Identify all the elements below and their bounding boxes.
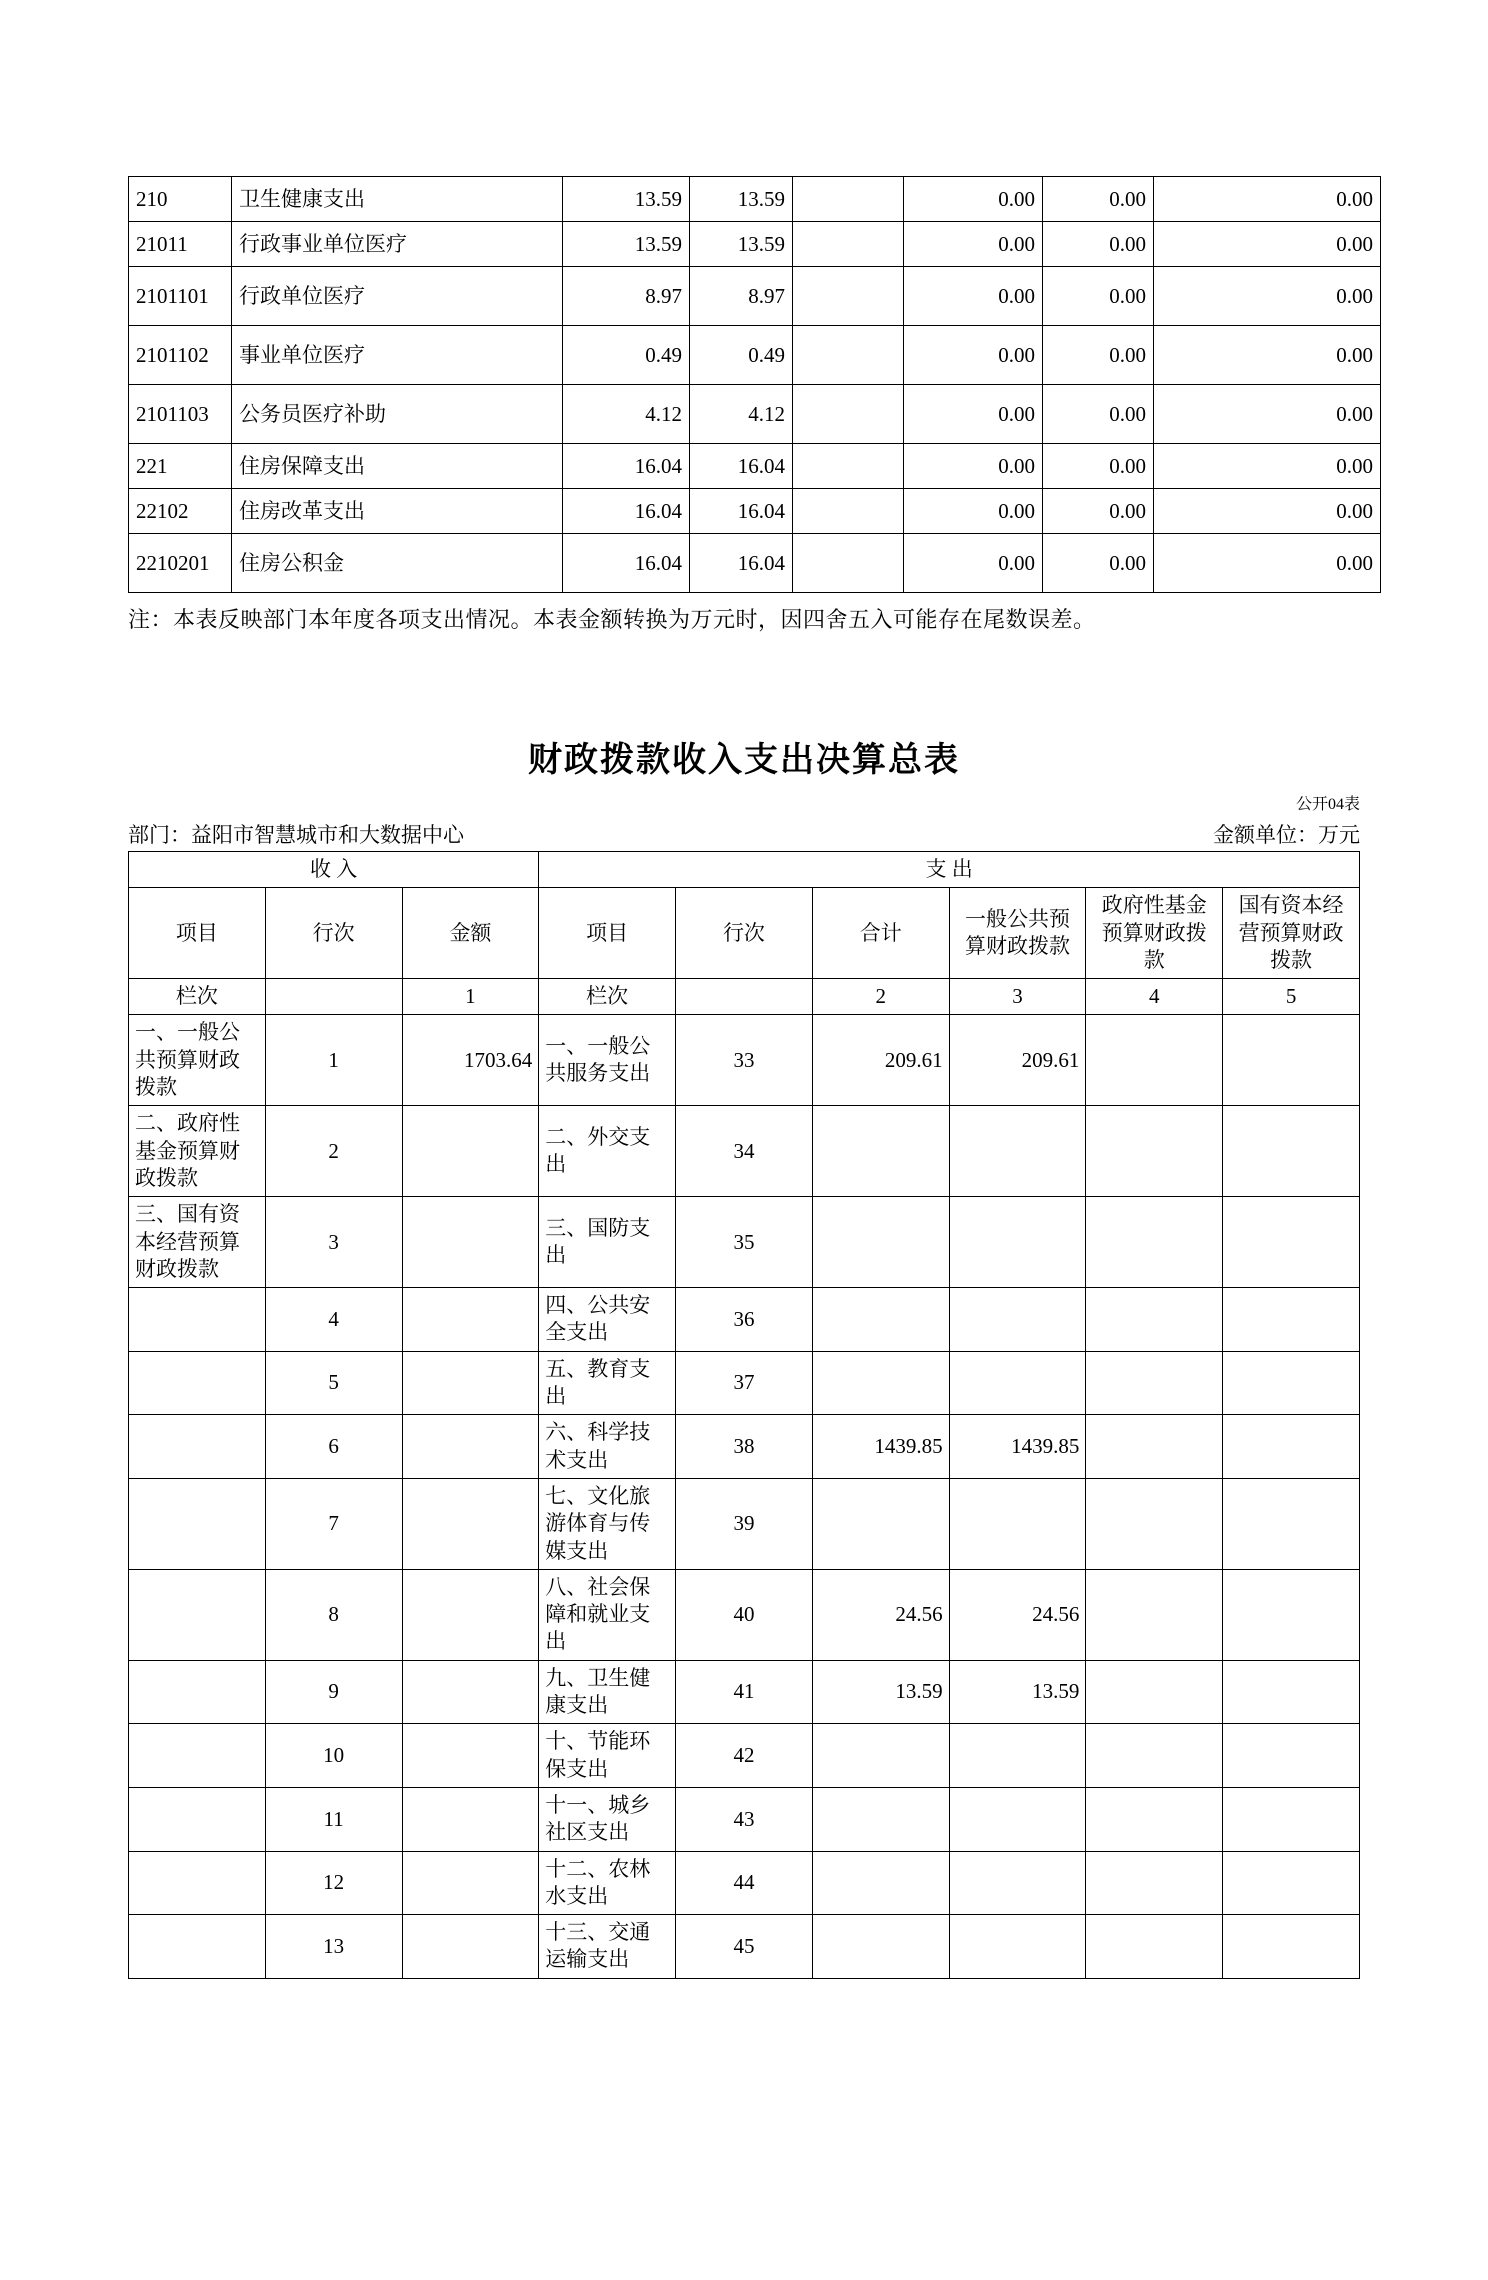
cell-income-line: 7 [265,1478,402,1569]
cell-c5 [1223,1351,1360,1415]
cell-v5: 0.00 [1043,489,1154,534]
col-empty [265,979,402,1015]
cell-v2: 13.59 [690,177,793,222]
table-row [129,1724,1360,1788]
header-expense-total: 合计 [812,888,949,979]
cell-c3 [949,1851,1086,1915]
cell-c4 [1086,1288,1223,1352]
cell-expense-total [812,1351,949,1415]
table-row [129,1106,1360,1197]
cell-name: 行政事业单位医疗 [232,222,563,267]
cell-income-amount [402,1787,539,1851]
cell-v1: 13.59 [563,177,690,222]
table-meta [128,791,1360,851]
cell-expense-line: 42 [676,1724,813,1788]
table-row [129,489,1381,534]
cell-income-item [129,1569,266,1660]
cell-v6: 0.00 [1154,444,1381,489]
cell-v6: 0.00 [1154,267,1381,326]
col-index-1: 1 [402,979,539,1015]
cell-v1: 16.04 [563,534,690,593]
cell-expense-item: 十二、农林水支出 [539,1851,676,1915]
cell-c4 [1086,1015,1223,1106]
header-expense-group: 支 出 [539,852,1360,888]
table-body [129,177,1381,593]
cell-v3 [793,444,904,489]
cell-v4: 0.00 [904,326,1043,385]
cell-name: 公务员医疗补助 [232,385,563,444]
cell-c3 [949,1351,1086,1415]
cell-expense-line: 38 [676,1415,813,1479]
cell-expense-line: 33 [676,1015,813,1106]
cell-c5 [1223,1787,1360,1851]
cell-v2: 16.04 [690,444,793,489]
label-column-income: 栏次 [129,979,266,1015]
cell-c5 [1223,1569,1360,1660]
cell-income-line: 3 [265,1197,402,1288]
col-index-2: 2 [812,979,949,1015]
cell-c5 [1223,1415,1360,1479]
cell-income-amount [402,1660,539,1724]
cell-income-line: 1 [265,1015,402,1106]
cell-income-line: 12 [265,1851,402,1915]
cell-c3 [949,1915,1086,1979]
cell-income-item: 一、一般公共预算财政拨款 [129,1015,266,1106]
cell-v5: 0.00 [1043,222,1154,267]
cell-code: 210 [129,177,232,222]
cell-name: 住房改革支出 [232,489,563,534]
cell-expense-item: 十三、交通运输支出 [539,1915,676,1979]
cell-v6: 0.00 [1154,489,1381,534]
label-column-expense: 栏次 [539,979,676,1015]
table-row [129,1569,1360,1660]
cell-v5: 0.00 [1043,177,1154,222]
cell-expense-total [812,1724,949,1788]
cell-code: 21011 [129,222,232,267]
cell-v4: 0.00 [904,267,1043,326]
cell-v6: 0.00 [1154,534,1381,593]
cell-code: 2210201 [129,534,232,593]
cell-income-amount [402,1915,539,1979]
cell-v4: 0.00 [904,385,1043,444]
cell-c4 [1086,1351,1223,1415]
table-note: 注：本表反映部门本年度各项支出情况。本表金额转换为万元时，因四舍五入可能存在尾数误差。 [128,607,1096,632]
header-income-amount: 金额 [402,888,539,979]
cell-expense-item: 一、一般公共服务支出 [539,1015,676,1106]
table-row [129,1197,1360,1288]
cell-v4: 0.00 [904,444,1043,489]
cell-income-amount [402,1851,539,1915]
cell-c5 [1223,1015,1360,1106]
cell-v1: 16.04 [563,489,690,534]
cell-v6: 0.00 [1154,385,1381,444]
cell-expense-line: 44 [676,1851,813,1915]
table-row [129,1478,1360,1569]
header-expense-item: 项目 [539,888,676,979]
cell-v2: 4.12 [690,385,793,444]
cell-expense-item: 十一、城乡社区支出 [539,1787,676,1851]
cell-v3 [793,489,904,534]
cell-v2: 13.59 [690,222,793,267]
cell-c4 [1086,1915,1223,1979]
cell-c5 [1223,1724,1360,1788]
cell-income-line: 5 [265,1351,402,1415]
cell-c3: 209.61 [949,1015,1086,1106]
table-row [129,326,1381,385]
col-empty-2 [676,979,813,1015]
cell-income-amount [402,1288,539,1352]
cell-expense-line: 37 [676,1351,813,1415]
cell-c3 [949,1197,1086,1288]
cell-v3 [793,326,904,385]
table-row [129,1288,1360,1352]
department-label: 部门：益阳市智慧城市和大数据中心 [128,823,464,847]
cell-income-line: 2 [265,1106,402,1197]
cell-v3 [793,534,904,593]
cell-income-line: 13 [265,1915,402,1979]
cell-income-item: 二、政府性基金预算财政拨款 [129,1106,266,1197]
table-body [129,852,1360,1979]
cell-expense-total [812,1915,949,1979]
cell-income-line: 8 [265,1569,402,1660]
header-general-public-budget: 一般公共预算财政拨款 [949,888,1086,979]
cell-income-item [129,1415,266,1479]
cell-v2: 16.04 [690,489,793,534]
cell-v1: 16.04 [563,444,690,489]
header-income-item: 项目 [129,888,266,979]
table-row [129,534,1381,593]
cell-expense-item: 四、公共安全支出 [539,1288,676,1352]
cell-income-line: 10 [265,1724,402,1788]
cell-expense-total [812,1478,949,1569]
cell-code: 2101102 [129,326,232,385]
cell-expense-total: 209.61 [812,1015,949,1106]
cell-income-amount [402,1351,539,1415]
cell-c4 [1086,1787,1223,1851]
cell-income-line: 6 [265,1415,402,1479]
cell-expense-line: 35 [676,1197,813,1288]
cell-income-amount [402,1724,539,1788]
table-row [129,1787,1360,1851]
cell-expense-line: 45 [676,1915,813,1979]
col-index-4: 4 [1086,979,1223,1015]
cell-expense-total: 1439.85 [812,1415,949,1479]
table-row [129,177,1381,222]
financial-allocation-section [128,732,1360,1979]
cell-v1: 0.49 [563,326,690,385]
cell-c3 [949,1787,1086,1851]
cell-income-line: 11 [265,1787,402,1851]
cell-c5 [1223,1106,1360,1197]
cell-v4: 0.00 [904,534,1043,593]
cell-c3 [949,1478,1086,1569]
cell-expense-item: 八、社会保障和就业支出 [539,1569,676,1660]
expenditure-continued-table [128,176,1381,593]
cell-v5: 0.00 [1043,385,1154,444]
cell-c5 [1223,1915,1360,1979]
table-row [129,1415,1360,1479]
cell-v6: 0.00 [1154,177,1381,222]
header-gov-fund-budget: 政府性基金预算财政拨款 [1086,888,1223,979]
table-row [129,1351,1360,1415]
cell-c4 [1086,1197,1223,1288]
cell-c3: 1439.85 [949,1415,1086,1479]
table-column-index-row [129,979,1360,1015]
cell-c5 [1223,1851,1360,1915]
cell-expense-line: 43 [676,1787,813,1851]
cell-name: 行政单位医疗 [232,267,563,326]
cell-v3 [793,267,904,326]
cell-v4: 0.00 [904,222,1043,267]
table-row [129,222,1381,267]
cell-expense-total [812,1787,949,1851]
cell-income-item [129,1351,266,1415]
cell-v2: 0.49 [690,326,793,385]
cell-v2: 8.97 [690,267,793,326]
table-row [129,267,1381,326]
cell-v4: 0.00 [904,489,1043,534]
cell-expense-line: 40 [676,1569,813,1660]
cell-expense-item: 九、卫生健康支出 [539,1660,676,1724]
cell-code: 2101103 [129,385,232,444]
cell-c4 [1086,1569,1223,1660]
cell-name: 卫生健康支出 [232,177,563,222]
financial-allocation-table [128,851,1360,1979]
cell-c4 [1086,1851,1223,1915]
cell-expense-line: 41 [676,1660,813,1724]
cell-c3 [949,1288,1086,1352]
cell-v1: 13.59 [563,222,690,267]
table-row [129,385,1381,444]
cell-expense-total [812,1197,949,1288]
table-row [129,444,1381,489]
document-page [0,176,1488,2280]
cell-income-amount [402,1106,539,1197]
header-income-group: 收 入 [129,852,539,888]
table-row [129,1660,1360,1724]
cell-income-item [129,1787,266,1851]
cell-name: 住房公积金 [232,534,563,593]
cell-code: 22102 [129,489,232,534]
cell-income-amount [402,1197,539,1288]
cell-name: 住房保障支出 [232,444,563,489]
cell-c5 [1223,1660,1360,1724]
cell-name: 事业单位医疗 [232,326,563,385]
cell-c4 [1086,1415,1223,1479]
cell-v5: 0.00 [1043,534,1154,593]
cell-income-item [129,1478,266,1569]
header-expense-line: 行次 [676,888,813,979]
cell-v6: 0.00 [1154,326,1381,385]
cell-expense-total [812,1851,949,1915]
cell-expense-item: 三、国防支出 [539,1197,676,1288]
cell-expense-total: 24.56 [812,1569,949,1660]
cell-c3 [949,1724,1086,1788]
cell-income-item: 三、国有资本经营预算财政拨款 [129,1197,266,1288]
table-header-row [129,888,1360,979]
cell-income-amount [402,1569,539,1660]
cell-expense-total [812,1288,949,1352]
cell-expense-line: 39 [676,1478,813,1569]
cell-income-amount [402,1415,539,1479]
cell-expense-item: 二、外交支出 [539,1106,676,1197]
table-row [129,1015,1360,1106]
cell-income-item [129,1660,266,1724]
table-row [129,1915,1360,1979]
cell-income-item [129,1851,266,1915]
cell-v5: 0.00 [1043,444,1154,489]
cell-c4 [1086,1106,1223,1197]
cell-v3 [793,177,904,222]
form-number: 公开04表 [1295,796,1360,813]
cell-expense-item: 七、文化旅游体育与传媒支出 [539,1478,676,1569]
cell-c4 [1086,1478,1223,1569]
amount-unit-label: 金额单位：万元 [1213,823,1360,847]
cell-c4 [1086,1724,1223,1788]
header-income-line: 行次 [265,888,402,979]
cell-c4 [1086,1660,1223,1724]
cell-v1: 8.97 [563,267,690,326]
cell-v5: 0.00 [1043,267,1154,326]
header-state-capital-budget: 国有资本经营预算财政拨款 [1223,888,1360,979]
cell-income-item [129,1724,266,1788]
cell-v3 [793,222,904,267]
cell-c5 [1223,1197,1360,1288]
cell-income-amount [402,1478,539,1569]
cell-v2: 16.04 [690,534,793,593]
cell-expense-line: 36 [676,1288,813,1352]
col-index-5: 5 [1223,979,1360,1015]
cell-v6: 0.00 [1154,222,1381,267]
cell-income-amount: 1703.64 [402,1015,539,1106]
cell-c5 [1223,1288,1360,1352]
cell-income-item [129,1915,266,1979]
cell-c3 [949,1106,1086,1197]
cell-expense-item: 六、科学技术支出 [539,1415,676,1479]
cell-expense-total: 13.59 [812,1660,949,1724]
cell-expense-line: 34 [676,1106,813,1197]
cell-expense-total [812,1106,949,1197]
cell-income-item [129,1288,266,1352]
cell-expense-item: 十、节能环保支出 [539,1724,676,1788]
cell-c5 [1223,1478,1360,1569]
cell-c3: 24.56 [949,1569,1086,1660]
cell-v3 [793,385,904,444]
cell-code: 2101101 [129,267,232,326]
cell-v5: 0.00 [1043,326,1154,385]
cell-c3: 13.59 [949,1660,1086,1724]
table-header-row [129,852,1360,888]
page-title: 财政拨款收入支出决算总表 [528,740,960,780]
col-index-3: 3 [949,979,1086,1015]
cell-code: 221 [129,444,232,489]
table-row [129,1851,1360,1915]
cell-v1: 4.12 [563,385,690,444]
cell-income-line: 9 [265,1660,402,1724]
cell-v4: 0.00 [904,177,1043,222]
cell-income-line: 4 [265,1288,402,1352]
cell-expense-item: 五、教育支出 [539,1351,676,1415]
